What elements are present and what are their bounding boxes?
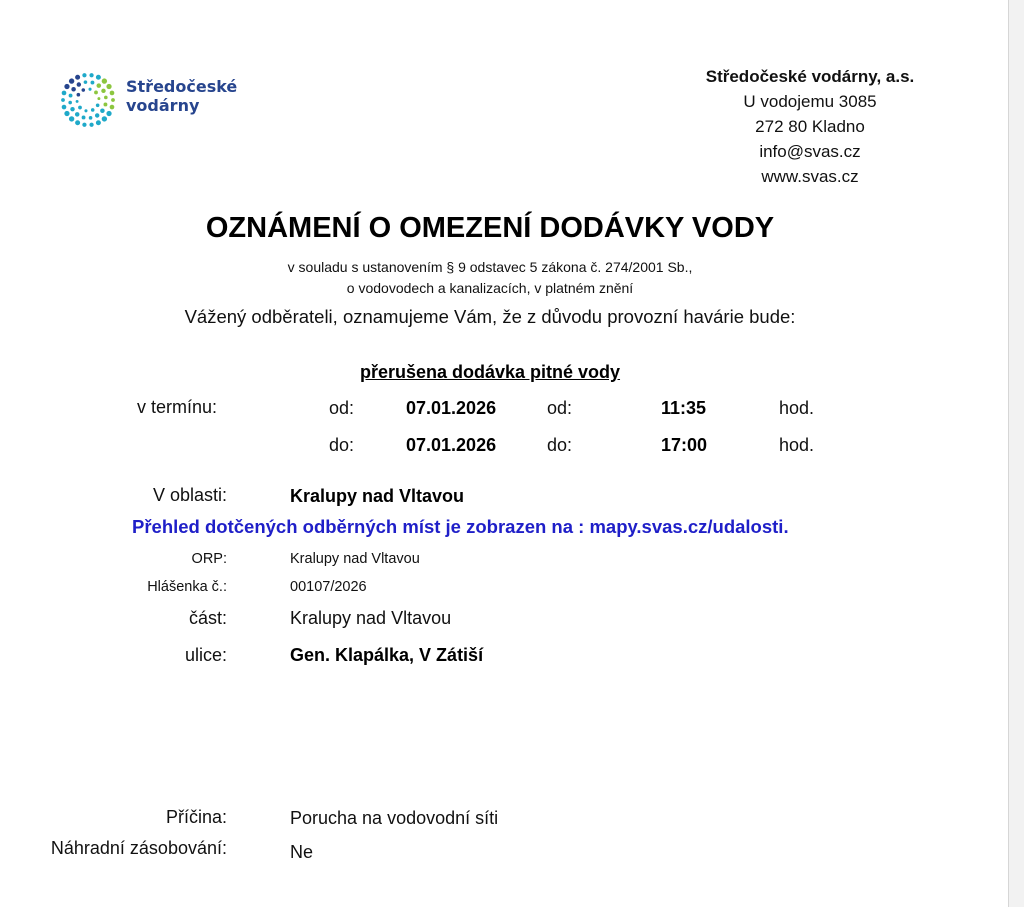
to-time-unit: hod. <box>779 435 815 455</box>
company-name: Středočeské vodárny, a.s. <box>705 67 915 86</box>
intro-text: Vážený odběrateli, oznamujeme Vám, že z důvodu provozní havárie bude: <box>184 306 796 327</box>
to-date-label: do: <box>329 435 355 455</box>
affected-places-notice: Přehled dotčených odběrných míst je zobrazen na : mapy.svas.cz/udalosti. <box>132 516 789 537</box>
area-value: Kralupy nad Vltavou <box>290 486 465 506</box>
company-address <box>660 64 960 189</box>
dotted-circle-logo-icon <box>56 70 122 130</box>
orp-label: ORP: <box>191 551 227 567</box>
area-label: V oblasti: <box>152 485 227 505</box>
part-value: Kralupy nad Vltavou <box>290 608 452 628</box>
from-time-value: 11:35 <box>661 398 707 418</box>
to-time-label: do: <box>547 435 573 455</box>
page-title: OZNÁMENÍ O OMEZENÍ DODÁVKY VODY <box>205 212 775 244</box>
orp-value: Kralupy nad Vltavou <box>290 551 420 567</box>
logo-wordmark <box>126 77 237 115</box>
law-reference-line-1: v souladu s ustanovením § 9 odstavec 5 zákona č. 274/2001 Sb., <box>287 259 693 275</box>
part-label: část: <box>188 608 227 628</box>
cause-value: Porucha na vodovodní síti <box>290 808 499 828</box>
replacement-supply-label: Náhradní zásobování: <box>50 838 227 858</box>
company-logo <box>56 70 246 130</box>
from-time-label: od: <box>547 398 573 418</box>
interruption-heading: přerušena dodávka pitné vody <box>359 362 621 382</box>
street-value: Gen. Klapálka, V Zátiší <box>290 645 484 665</box>
street-label: ulice: <box>184 645 227 665</box>
to-time-value: 17:00 <box>661 435 708 455</box>
report-number-value: 00107/2026 <box>290 579 367 595</box>
logo-line-2: vodárny <box>126 96 200 115</box>
to-date-value: 07.01.2026 <box>406 435 497 455</box>
company-web: www.svas.cz <box>761 167 859 186</box>
cause-label: Příčina: <box>165 807 227 827</box>
logo-line-1: Středočeské <box>126 77 238 96</box>
company-email: info@svas.cz <box>759 142 861 161</box>
replacement-supply-value: Ne <box>290 842 314 862</box>
report-number-label: Hlášenka č.: <box>147 579 227 595</box>
law-reference-line-2: o vodovodech a kanalizacích, v platném znění <box>346 280 634 296</box>
company-city: 272 80 Kladno <box>755 117 865 136</box>
from-date-label: od: <box>329 398 355 418</box>
company-street: U vodojemu 3085 <box>743 92 877 111</box>
page-edge-scrollbar <box>1008 0 1024 907</box>
from-date-value: 07.01.2026 <box>406 398 497 418</box>
from-time-unit: hod. <box>779 398 815 418</box>
schedule-label: v termínu: <box>137 397 218 417</box>
